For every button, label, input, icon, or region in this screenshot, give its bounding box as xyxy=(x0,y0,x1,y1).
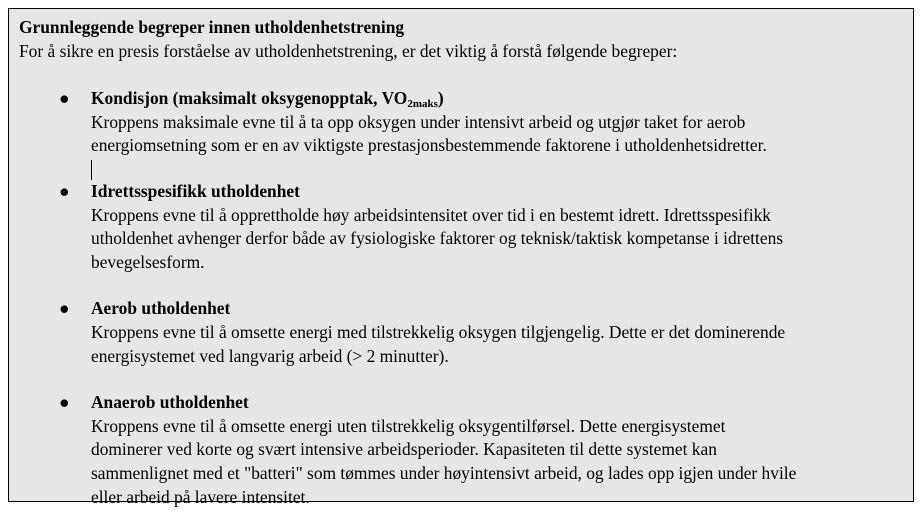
desc-line: Kroppens evne til å omsette energi uten tilstrekkelig oksygentilførsel. Dette energisystemet xyxy=(91,415,726,436)
desc-line: energisystemet ved langvarig arbeid (> 2 minutter). xyxy=(91,345,449,366)
text-box[interactable] xyxy=(8,8,914,507)
term-anaerob: Anaerob utholdenhet xyxy=(91,392,249,413)
term-prefix: Kondisjon (maksimalt oksygenopptak, VO xyxy=(91,88,408,109)
list-item-kondisjon xyxy=(19,87,903,180)
bullet-icon: ● xyxy=(59,298,70,319)
list-item-aerob xyxy=(19,297,903,368)
desc-line: dominerer ved korte og svært intensive arbeidsperioder. Kapasiteten til dette systemet kan xyxy=(91,439,717,460)
definitions-list xyxy=(19,87,903,509)
term-aerob: Aerob utholdenhet xyxy=(91,298,231,319)
term-subscript: 2maks xyxy=(407,98,438,111)
intro-text: For å sikre en presis forståelse av utholdenhetstrening, er det viktig å forstå følgende begreper: xyxy=(19,40,678,61)
desc-line: sammenlignet med et "batteri" som tømmes under høyintensivt arbeid, og lades opp igjen under hvile xyxy=(91,462,797,483)
bullet-icon: ● xyxy=(59,392,70,413)
list-item-anaerob xyxy=(19,391,903,509)
desc-line: energiomsetning som er en av viktigste prestasjonsbestemmende faktorene i utholdenhetsidretter. xyxy=(91,135,767,156)
text-cursor-icon xyxy=(91,160,92,180)
box-title: Grunnleggende begreper innen utholdenhetstrening xyxy=(19,17,405,37)
term-kondisjon xyxy=(91,88,444,111)
desc-line: Kroppens maksimale evne til å ta opp oksygen under intensivt arbeid og utgjør taket for aerob xyxy=(91,111,746,132)
desc-line: bevegelsesform. xyxy=(91,251,205,272)
bullet-icon: ● xyxy=(59,180,70,201)
term-suffix: ) xyxy=(437,88,444,109)
desc-line: utholdenhet avhenger derfor både av fysiologiske faktorer og teknisk/taktisk kompetanse i idrettens xyxy=(91,228,784,249)
desc-line: Kroppens evne til å omsette energi med tilstrekkelig oksygen tilgjengelig. Dette er det dominerende xyxy=(91,321,786,342)
term-idrettsspesifikk: Idrettsspesifikk utholdenhet xyxy=(91,180,300,201)
bullet-icon: ● xyxy=(59,88,70,109)
desc-line: eller arbeid på lavere intensitet. xyxy=(91,486,310,507)
list-item-idrettsspesifikk xyxy=(19,180,903,274)
desc-line: Kroppens evne til å opprettholde høy arbeidsintensitet over tid i en bestemt idrett. Idrettsspesifikk xyxy=(91,204,772,225)
